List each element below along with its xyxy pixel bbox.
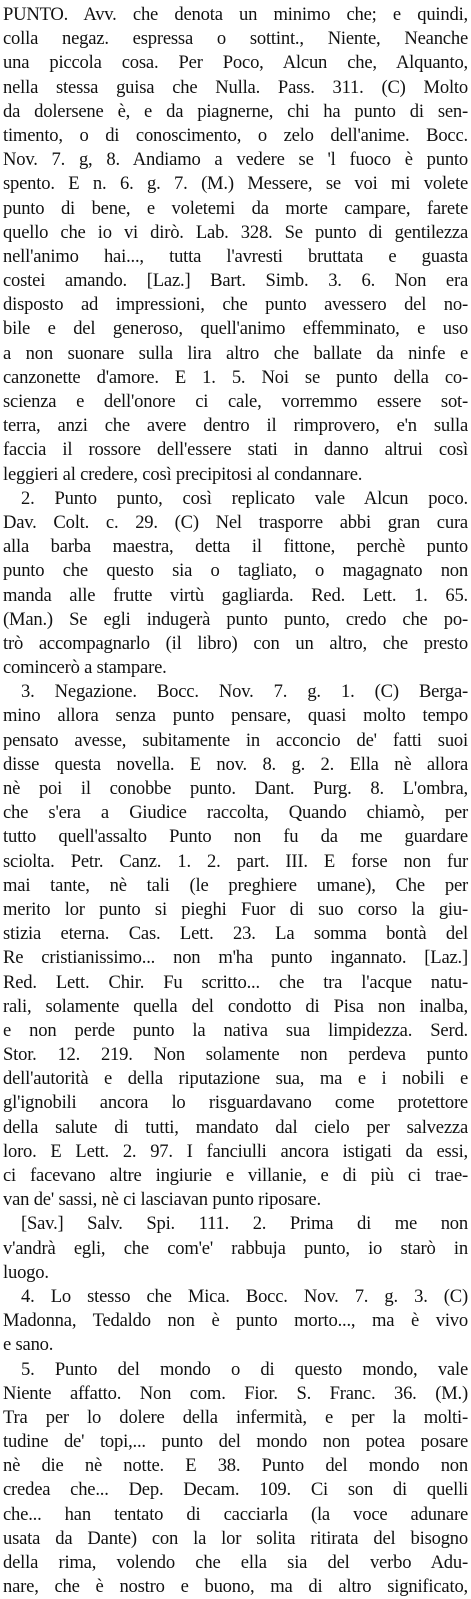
entry-line: faccia il rossore dell'essere stati in danno altrui così xyxy=(3,438,468,462)
sense-line: loro. E Lett. 2. 97. I fanciulli ancora istigati da essi, xyxy=(3,1140,468,1164)
sense-line: ci facevano altre ingiurie e villanie, e di più ci trae- xyxy=(3,1164,468,1188)
sense-line: luogo. xyxy=(3,1261,468,1285)
sense-3-continuation-paragraph xyxy=(3,1212,468,1285)
sense-line: [Sav.] Salv. Spi. 111. 2. Prima di me non xyxy=(3,1212,468,1236)
sense-line: gl'ignobili ancora lo risguardavano come protettore xyxy=(3,1091,468,1115)
sense-3-paragraph xyxy=(3,680,468,1212)
sense-line: nare, che è nostro e buono, ma di altro significato, xyxy=(3,1575,468,1599)
sense-line: rali, solamente quella del condotto di Pisa non inalba, xyxy=(3,995,468,1019)
sense-line: Madonna, Tedaldo non è punto morto..., ma è vivo xyxy=(3,1309,468,1333)
sense-line: comincerò a stampare. xyxy=(3,656,468,680)
sense-line: pensato avesse, subitamente in acconcio de' fatti suoi xyxy=(3,729,468,753)
sense-line: v'andrà egli, che com'e' rabbuja punto, io starò in xyxy=(3,1237,468,1261)
sense-line: nè die nè notte. E 38. Punto del mondo non xyxy=(3,1454,468,1478)
sense-4-paragraph xyxy=(3,1285,468,1358)
sense-line: tutto quell'assalto Punto non fu da me guardare xyxy=(3,825,468,849)
entry-line: bile e del generoso, quell'animo effemminato, e uso xyxy=(3,317,468,341)
sense-line: dell'autorità e della riputazione sua, ma e i nobili e xyxy=(3,1067,468,1091)
sense-line: tudine de' topi,... punto del mondo non potea posare xyxy=(3,1430,468,1454)
sense-line: disse questa novella. E nov. 8. g. 2. Ella nè allora xyxy=(3,753,468,777)
sense-line: alla barba maestra, detta il fittone, perchè punto xyxy=(3,535,468,559)
sense-line: mai tante, nè tali (le preghiere umane), Che per xyxy=(3,874,468,898)
sense-line: (Man.) Se egli indugerà punto punto, credo che po- xyxy=(3,608,468,632)
sense-line: nè poi il conobbe punto. Dant. Purg. 8. L'ombra, xyxy=(3,777,468,801)
sense-line: trò accompagnarlo (il libro) con un altro, che presto xyxy=(3,632,468,656)
sense-line: punto che questo sia o tagliato, o magagnato non xyxy=(3,559,468,583)
sense-5-paragraph xyxy=(3,1358,468,1599)
sense-line: e sano. xyxy=(3,1333,468,1357)
entry-line: canzonette d'amore. E 1. 5. Noi se punto della co- xyxy=(3,366,468,390)
entry-line: una piccola cosa. Per Poco, Alcun che, Alquanto, xyxy=(3,51,468,75)
sense-line: Dav. Colt. c. 29. (C) Nel trasporre abbi gran cura xyxy=(3,511,468,535)
sense-line: Tra per lo dolere della infermità, e per la molti- xyxy=(3,1406,468,1430)
entry-line: quello che io vi dirò. Lab. 328. Se punto di gentilezza xyxy=(3,221,468,245)
sense-line: Re cristianissimo... non m'ha punto ingannato. [Laz.] xyxy=(3,946,468,970)
sense-line: sciolta. Petr. Canz. 1. 2. part. III. E forse non fur xyxy=(3,850,468,874)
sense-line: della salute di tutti, mandato dal cielo per salvezza xyxy=(3,1116,468,1140)
entry-line: a non suonare sulla lira altro che ballate da ninfe e xyxy=(3,342,468,366)
sense-line: mino allora senza punto pensare, quasi molto tempo xyxy=(3,704,468,728)
sense-line: Red. Lett. Chir. Fu scritto... che tra l'acque natu- xyxy=(3,971,468,995)
entry-line: costei amando. [Laz.] Bart. Simb. 3. 6. Non era xyxy=(3,269,468,293)
entry-line: timento, o di conoscimento, o zelo dell'anime. Bocc. xyxy=(3,124,468,148)
sense-line: e non perde punto la nativa sua limpidezza. Serd. xyxy=(3,1019,468,1043)
entry-line: punto di bene, e voletemi da morte campare, farete xyxy=(3,197,468,221)
sense-line: manda alle frutte virtù gagliarda. Red. Lett. 1. 65. xyxy=(3,584,468,608)
sense-line: stizia eterna. Cas. Lett. 23. La somma bontà del xyxy=(3,922,468,946)
entry-line: spento. E n. 6. g. 7. (M.) Messere, se voi mi volete xyxy=(3,172,468,196)
sense-line: credea che... Dep. Decam. 109. Ci son di quelli xyxy=(3,1478,468,1502)
sense-line: 4. Lo stesso che Mica. Bocc. Nov. 7. g. 3. (C) xyxy=(3,1285,468,1309)
entry-line: scienza e dell'onore ci cale, vorremmo essere sot- xyxy=(3,390,468,414)
entry-line: Nov. 7. g, 8. Andiamo a vedere se 'l fuoco è punto xyxy=(3,148,468,172)
sense-line: che s'era a Giudice raccolta, Quando chiamò, per xyxy=(3,801,468,825)
entry-line: PUNTO. Avv. che denota un minimo che; e quindi, xyxy=(3,3,468,27)
sense-line: della rima, volendo che ella sia del verbo Adu- xyxy=(3,1551,468,1575)
sense-line: che... han tentato di cacciarla (la voce adunare xyxy=(3,1503,468,1527)
entry-line: disposto ad impressioni, che punto avessero del no- xyxy=(3,293,468,317)
sense-line: 5. Punto del mondo o di questo mondo, vale xyxy=(3,1358,468,1382)
sense-line: van de' sassi, nè ci lasciavan punto riposare. xyxy=(3,1188,468,1212)
entry-main-paragraph xyxy=(3,3,468,487)
sense-line: merito lor punto si pieghi Fuor di suo corso la giu- xyxy=(3,898,468,922)
entry-line: nella stessa guisa che Nulla. Pass. 311. (C) Molto xyxy=(3,76,468,100)
entry-line: colla negaz. espressa o sottint., Niente, Neanche xyxy=(3,27,468,51)
entry-line: nell'animo hai..., tutta l'avresti bruttata e guasta xyxy=(3,245,468,269)
sense-line: 2. Punto punto, così replicato vale Alcun poco. xyxy=(3,487,468,511)
entry-line: da dolersene è, e da piagnerne, chi ha punto di sen- xyxy=(3,100,468,124)
entry-line: leggieri al credere, così precipitosi al condannare. xyxy=(3,463,468,487)
sense-line: 3. Negazione. Bocc. Nov. 7. g. 1. (C) Berga- xyxy=(3,680,468,704)
sense-line: Niente affatto. Non com. Fior. S. Franc. 36. (M.) xyxy=(3,1382,468,1406)
sense-2-paragraph xyxy=(3,487,468,681)
entry-line: terra, anzi che avere dentro il rimprovero, e'n sulla xyxy=(3,414,468,438)
sense-line: usata da Dante) con la lor solita ritirata del bisogno xyxy=(3,1527,468,1551)
sense-line: Stor. 12. 219. Non solamente non perdeva punto xyxy=(3,1043,468,1067)
